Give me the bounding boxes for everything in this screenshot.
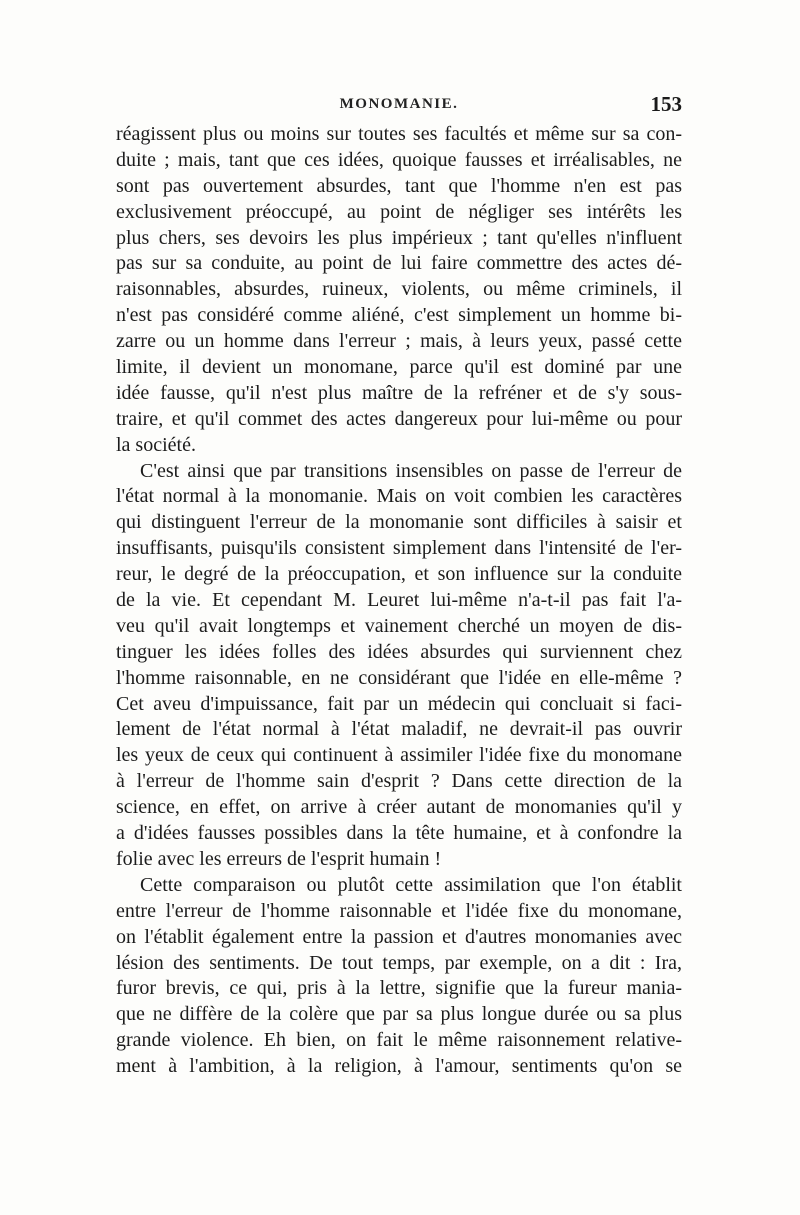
text-line: les yeux de ceux qui continuent à assimiler l'idée fixe du monomane [116,744,682,767]
text-line: que ne diffère de la colère que par sa plus longue durée ou sa plus [116,1003,682,1026]
text-line: C'est ainsi que par transitions insensibles on passe de l'erreur de [140,459,682,482]
text-line: qui distinguent l'erreur de la monomanie sont difficiles à saisir et [116,511,682,534]
running-title: MONOMANIE. [339,96,459,112]
body-text [116,122,682,1080]
text-line: zarre ou un homme dans l'erreur ; mais, à leurs yeux, passé cette [116,330,682,353]
text-line: tinguer les idées folles des idées absurdes qui surviennent chez [116,640,682,663]
text-line: raisonnables, absurdes, ruineux, violents, ou même criminels, il [116,278,682,301]
text-line: duite ; mais, tant que ces idées, quoique fausses et irréalisables, ne [116,148,682,171]
text-line: traire, et qu'il commet des actes dangereux pour lui-même ou pour [116,407,682,430]
text-line: idée fausse, qu'il n'est plus maître de la refréner et de s'y sous- [116,381,682,404]
text-line: entre l'erreur de l'homme raisonnable et l'idée fixe du monomane, [116,899,682,922]
text-line: ment à l'ambition, à la religion, à l'amour, sentiments qu'on se [116,1055,682,1078]
page-number: 153 [650,92,682,116]
text-line: reur, le degré de la préoccupation, et son influence sur la conduite [116,563,682,586]
text-line: exclusivement préoccupé, au point de négliger ses intérêts les [116,200,682,223]
text-line: limite, il devient un monomane, parce qu'il est dominé par une [116,356,682,379]
text-line: science, en effet, on arrive à créer autant de monomanies qu'il y [116,796,682,819]
text-line: à l'erreur de l'homme sain d'esprit ? Dans cette direction de la [116,770,682,793]
text-line: la société. [116,433,196,456]
running-head [116,92,682,118]
text-line: plus chers, ses devoirs les plus impérieux ; tant qu'elles n'influent [116,226,682,249]
text-line: lement de l'état normal à l'état maladif, ne devrait-il pas ouvrir [116,718,682,741]
text-line: n'est pas considéré comme aliéné, c'est simplement un homme bi- [116,304,682,327]
text-line: a d'idées fausses possibles dans la tête humaine, et à confondre la [116,822,682,845]
text-line: pas sur sa conduite, au point de lui faire commettre des actes dé- [116,252,682,275]
text-line: folie avec les erreurs de l'esprit humain ! [116,847,442,870]
text-line: de la vie. Et cependant M. Leuret lui-même n'a-t-il pas fait l'a- [116,589,682,612]
text-line: sont pas ouvertement absurdes, tant que l'homme n'en est pas [116,174,682,197]
text-line: veu qu'il avait longtemps et vainement cherché un moyen de dis- [116,614,682,637]
text-line: Cet aveu d'impuissance, fait par un médecin qui concluait si faci- [116,692,682,715]
text-line: réagissent plus ou moins sur toutes ses facultés et même sur sa con- [116,123,682,145]
text-line: Cette comparaison ou plutôt cette assimilation que l'on établit [140,873,682,896]
text-line: lésion des sentiments. De tout temps, par exemple, on a dit : Ira, [116,951,682,974]
text-line: on l'établit également entre la passion et d'autres monomanies avec [116,925,682,948]
text-line: l'homme raisonnable, en ne considérant que l'idée en elle-même ? [116,666,682,689]
text-line: insuffisants, puisqu'ils consistent simplement dans l'intensité de l'er- [116,537,682,560]
text-line: grande violence. Eh bien, on fait le même raisonnement relative- [116,1029,682,1052]
text-line: l'état normal à la monomanie. Mais on voit combien les caractères [116,485,682,508]
text-line: furor brevis, ce qui, pris à la lettre, signifie que la fureur mania- [116,977,682,1000]
